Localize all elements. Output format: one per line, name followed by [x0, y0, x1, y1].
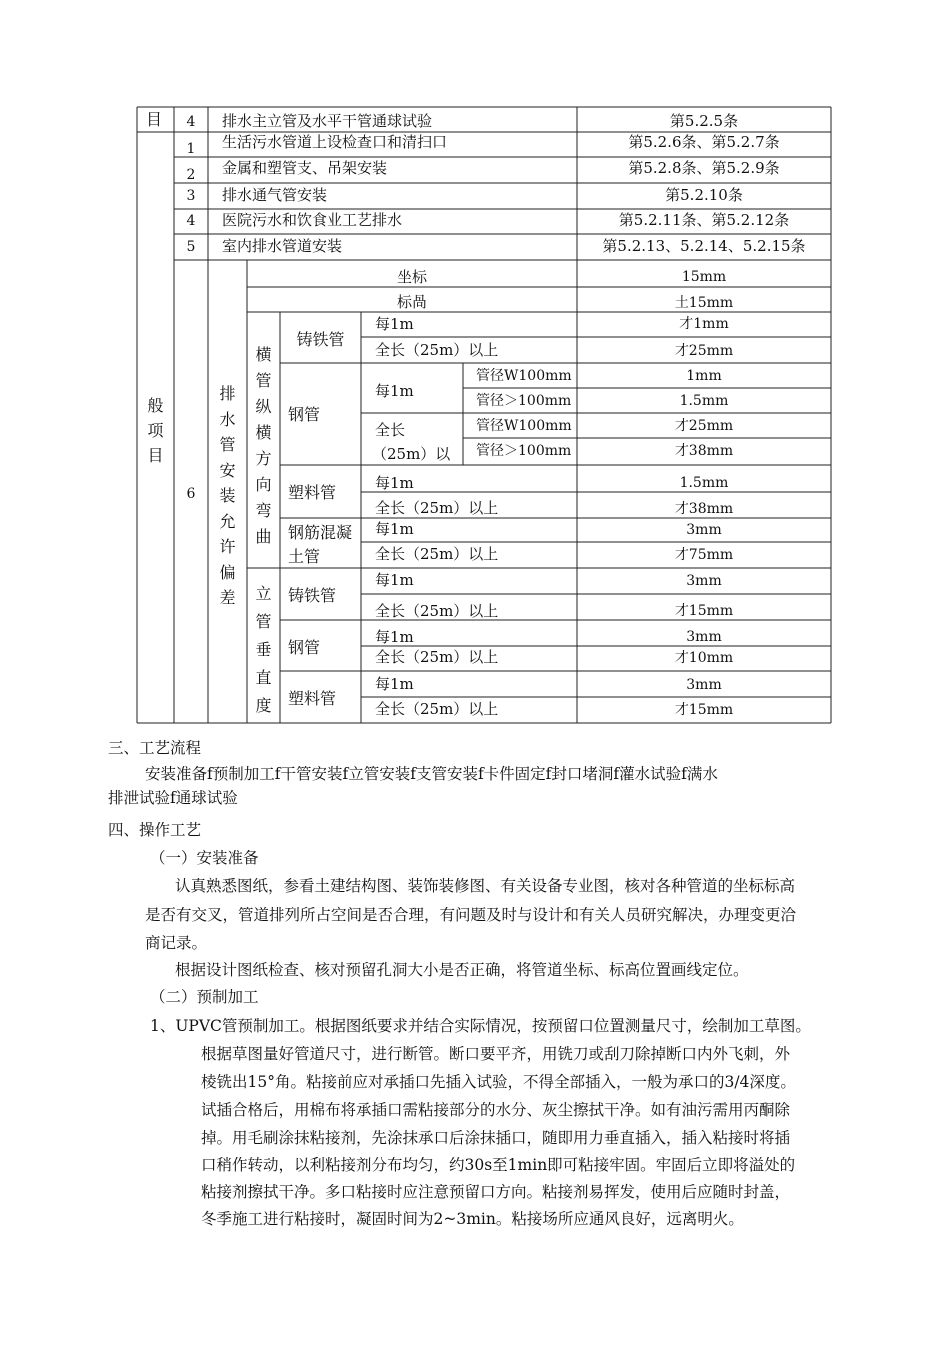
tolerance-value: 3mm — [686, 677, 722, 693]
material-cast-iron: 铸铁管 — [296, 330, 345, 349]
coord-value: 15mm — [681, 269, 727, 285]
row-item: 医院污水和饮食业工艺排水 — [222, 211, 403, 229]
process-flow-line: 安装准备f预制加工f干管安装f立管安装f支管安装f卡件固定f封口堵洞f灌水试验f满水 — [145, 765, 718, 783]
row-number-6: 6 — [186, 486, 196, 502]
material-steel: 钢管 — [288, 638, 321, 657]
tolerance-value: 才75mm — [674, 547, 734, 563]
full-length-label: 全长 — [375, 421, 406, 439]
tolerance-value: 3mm — [686, 522, 722, 538]
group-label-general-items: 般 项 目 — [147, 396, 164, 465]
row-item: 金属和塑管支、吊架安装 — [222, 159, 388, 177]
full-length-label: （25m）以 — [372, 445, 451, 463]
group-label-mu: 目 — [146, 110, 163, 129]
row-item: 生活污水管道上设检查口和清扫口 — [222, 133, 448, 151]
diameter-gt-100: 管径＞100mm — [476, 443, 572, 459]
paragraph-line: 根据设计图纸检查、核对预留孔洞大小是否正确，将管道坐标、标高位置画线定位。 — [175, 961, 749, 979]
material-plastic: 塑料管 — [288, 689, 337, 708]
list-item-line: 试插合格后，用棉布将承插口需粘接部分的水分、灰尘擦拭干净。如有油污需用丙酮除 — [201, 1101, 791, 1119]
per-1m-label: 每1m — [375, 571, 414, 589]
per-1m-label: 每1m — [375, 675, 414, 693]
tolerance-value: 1.5mm — [679, 393, 729, 409]
section-heading: 四、操作工艺 — [108, 821, 202, 839]
tolerance-value: 1mm — [686, 368, 722, 384]
row-clause: 第5.2.6条、第5.2.7条 — [628, 133, 780, 151]
full-length-label: 全长（25m）以上 — [375, 341, 499, 359]
material-steel: 钢管 — [287, 405, 320, 424]
row-item: 排水通气管安装 — [222, 186, 328, 204]
row-number: 1 — [186, 141, 196, 157]
process-flow-line: 排泄试验f通球试验 — [108, 789, 238, 807]
per-1m-label: 每1m — [375, 520, 414, 538]
elev-label: 标咼 — [396, 293, 427, 311]
tolerance-value: 才25mm — [674, 343, 734, 359]
full-length-label: 全长（25m）以上 — [375, 648, 499, 666]
tolerance-value: 才38mm — [674, 501, 734, 517]
row-clause: 第5.2.13、5.2.14、5.2.15条 — [602, 237, 806, 255]
list-item-line: 棱铣出15°角。粘接前应对承插口先插入试验，不得全部插入，一般为承口的3/4深度。 — [201, 1073, 796, 1091]
paragraph-line: 是否有交叉，管道排列所占空间是否合理，有问题及时与设计和有关人员研究解决，办理变更洽 — [145, 906, 797, 924]
paragraph-line: 商记录。 — [145, 934, 208, 952]
tolerance-value: 3mm — [686, 573, 722, 589]
per-1m-label: 每1m — [375, 474, 414, 492]
row-clause: 第5.2.8条、第5.2.9条 — [628, 159, 780, 177]
per-1m-label: 每1m — [375, 315, 414, 333]
row6-label: 排 水 管 安 装 允 许 偏 差 — [219, 384, 236, 607]
material-rc-pipe: 钢筋混凝土管 — [288, 523, 353, 566]
row-item: 室内排水管道安装 — [222, 237, 343, 255]
elev-value: 土15mm — [674, 295, 734, 311]
full-length-label: 全长（25m）以上 — [375, 602, 499, 620]
per-1m-label: 每1m — [375, 628, 414, 646]
list-item-line: 粘接剂擦拭干净。多口粘接时应注意预留口方向。粘接剂易挥发，使用后应随时封盖， — [201, 1183, 791, 1201]
tolerance-value: 才10mm — [674, 650, 734, 666]
list-item-line: 冬季施工进行粘接时，凝固时间为2~3min。粘接场所应通风良好，远离明火。 — [201, 1210, 744, 1228]
full-length-label: 全长（25m）以上 — [375, 545, 499, 563]
subsection-heading: （二）预制加工 — [150, 988, 259, 1006]
per-1m-label: 每1m — [375, 382, 414, 400]
list-item-line: 掉。用毛刷涂抹粘接剂，先涂抹承口后涂抹插口，随即用力垂直插入，插入粘接时将插 — [201, 1129, 791, 1147]
diameter-le-100: 管径W100mm — [476, 368, 572, 384]
row-number: 4 — [186, 114, 196, 130]
row-clause: 第5.2.5条 — [669, 112, 739, 130]
list-item-line: 根据草图量好管道尺寸，进行断管。断口要平齐，用铣刀或刮刀除掉断口内外飞刺，外 — [201, 1045, 791, 1063]
row-clause: 第5.2.10条 — [665, 186, 743, 204]
row-item: 排水主立管及水平干管通球试验 — [222, 112, 433, 130]
tolerance-value: 3mm — [686, 629, 722, 645]
subsection-heading: （一）安装准备 — [150, 849, 259, 867]
row-number: 4 — [186, 213, 196, 229]
tolerance-value: 才15mm — [674, 603, 734, 619]
full-length-label: 全长（25m）以上 — [375, 499, 499, 517]
tolerance-value: 才38mm — [674, 443, 734, 459]
coord-label: 坐标 — [396, 268, 427, 286]
full-length-label: 全长（25m）以上 — [375, 700, 499, 718]
vertical-plumb-label: 立 管 垂 直 度 — [255, 584, 272, 715]
list-item-first-line: 1、UPVC管预制加工。根据图纸要求并结合实际情况，按预留口位置测量尺寸，绘制加工草图。 — [150, 1017, 811, 1035]
row-number: 2 — [186, 167, 196, 183]
material-plastic: 塑料管 — [288, 483, 337, 502]
diameter-le-100: 管径W100mm — [476, 418, 572, 434]
section-heading: 三、工艺流程 — [108, 739, 202, 757]
row-clause: 第5.2.11条、第5.2.12条 — [618, 211, 790, 229]
diameter-gt-100: 管径＞100mm — [476, 393, 572, 409]
row-number: 3 — [186, 188, 196, 204]
tolerance-value: 才15mm — [674, 702, 734, 718]
tolerance-value: 才25mm — [674, 418, 734, 434]
tolerance-value: 1.5mm — [679, 475, 729, 491]
tolerance-value: 才1mm — [679, 316, 729, 332]
paragraph-line: 认真熟悉图纸，参看土建结构图、装饰装修图、有关设备专业图，核对各种管道的坐标标高 — [175, 877, 796, 895]
list-item-line: 口稍作转动，以利粘接剂分布均匀，约30s至1min即可粘接牢固。牢固后立即将溢处的 — [201, 1156, 796, 1174]
row-number: 5 — [186, 239, 196, 255]
material-cast-iron: 铸铁管 — [288, 586, 337, 605]
horiz-bend-label: 横 管 纵 横 方 向 弯 曲 — [255, 345, 272, 546]
